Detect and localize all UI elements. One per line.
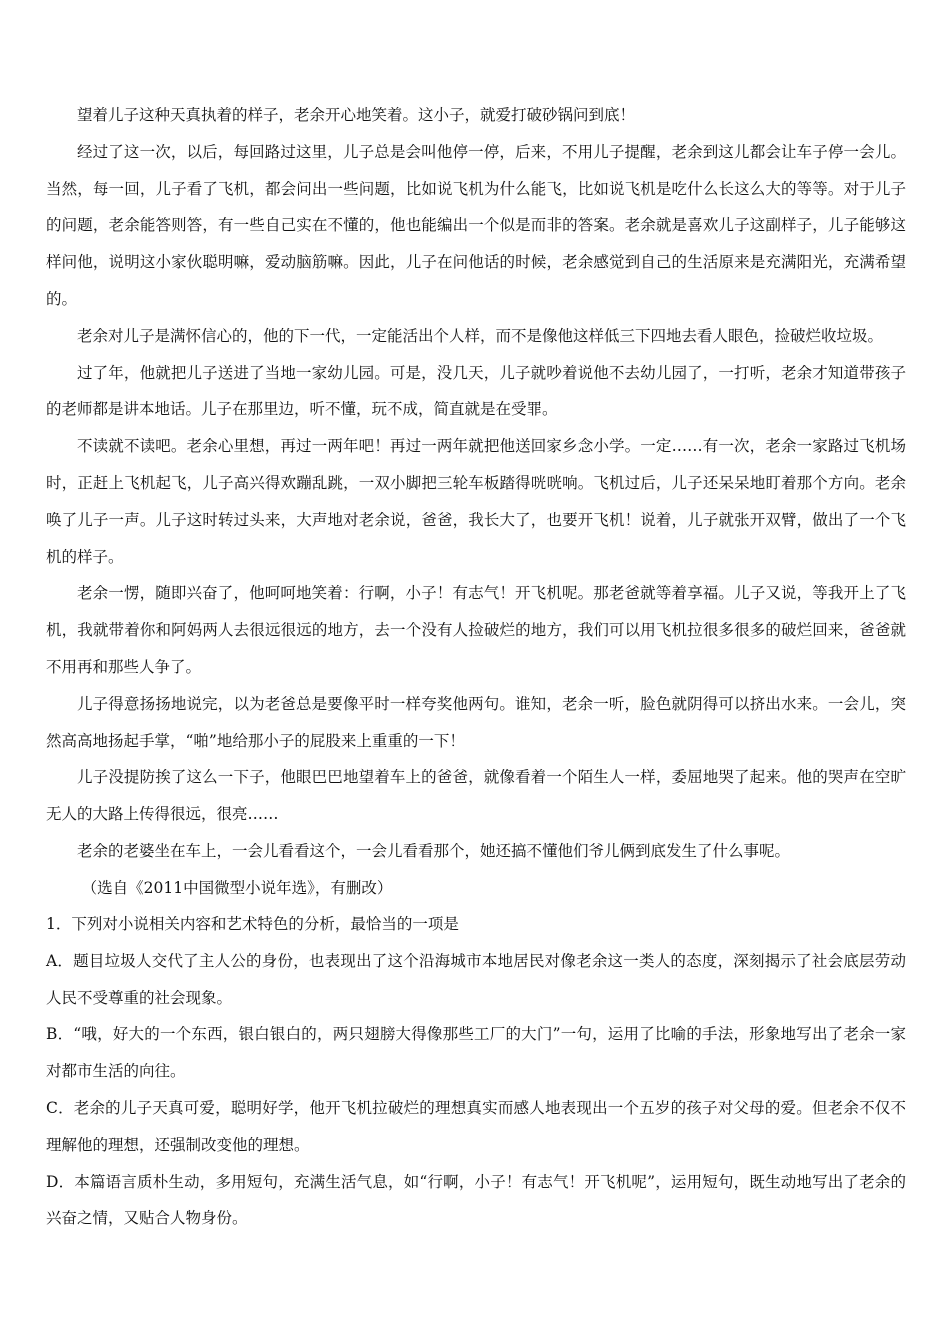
question-stem: 1．下列对小说相关内容和艺术特色的分析，最恰当的一项是 (46, 915, 459, 933)
option-c: C．老余的儿子天真可爱，聪明好学，他开飞机拉破烂的理想真实而感人地表现出一个五岁的孩子对父母的爱。但老余不仅不理解他的理想，还强制改变他的理想。 (46, 1098, 906, 1154)
story-paragraph: 不读就不读吧。老余心里想，再过一两年吧！再过一两年就把他送回家乡念小学。一定……有一次，老余一家路过飞机场时，正赶上飞机起飞，儿子高兴得欢蹦乱跳，一双小脚把三轮车板踏得咣咣响。飞机过后，儿子还呆呆地盯着那个方向。老余唤了儿子一声。儿子这时转过头来，大声地对老余说，爸爸，我长大了，也要开飞机！说着，儿子就张开双臂，做出了一个飞机的样子。 (46, 437, 906, 566)
story-paragraph: 老余对儿子是满怀信心的，他的下一代，一定能活出个人样，而不是像他这样低三下四地去看人眼色，捡破烂收垃圾。 (77, 326, 884, 345)
story-paragraph: 儿子得意扬扬地说完，以为老爸总是要像平时一样夸奖他两句。谁知，老余一听，脸色就阴得可以挤出水来。一会儿，突然高高地扬起手掌，“啪”地给那小子的屁股来上重重的一下！ (46, 694, 906, 750)
story-paragraph: 老余一愣，随即兴奋了，他呵呵地笑着：行啊，小子！有志气！开飞机呢。那老爸就等着享福。儿子又说，等我开上了飞机，我就带着你和阿妈两人去很远很远的地方，去一个没有人捡破烂的地方，我们可以用飞机拉很多很多的破烂回来，爸爸就不用再和那些人争了。 (46, 584, 906, 676)
question-section (46, 906, 906, 1237)
source-citation: （选自《2011中国微型小说年选》，有删改） (81, 878, 393, 897)
story-paragraph: 过了年，他就把儿子送进了当地一家幼儿园。可是，没几天，儿子就吵着说他不去幼儿园了，一打听，老余才知道带孩子的老师都是讲本地话。儿子在那里边，听不懂，玩不成，简直就是在受罪。 (46, 363, 906, 419)
story-paragraph: 望着儿子这种天真执着的样子，老余开心地笑着。这小子，就爱打破砂锅问到底！ (77, 106, 636, 124)
story-paragraph: 老余的老婆坐在车上，一会儿看看这个，一会儿看看那个，她还搞不懂他们爷儿俩到底发生了什么事呢。 (77, 841, 791, 860)
option-b: B．“哦，好大的一个东西，银白银白的，两只翅膀大得像那些工厂的大门”一句，运用了比喻的手法，形象地写出了老余一家对都市生活的向往。 (46, 1025, 906, 1081)
option-a: A．题目垃圾人交代了主人公的身份，也表现出了这个沿海城市本地居民对像老余这一类人的态度，深刻揭示了社会底层劳动人民不受尊重的社会现象。 (46, 951, 906, 1007)
story-paragraph: 儿子没提防挨了这么一下子，他眼巴巴地望着车上的爸爸，就像看着一个陌生人一样，委屈地哭了起来。他的哭声在空旷无人的大路上传得很远，很亮…… (46, 768, 906, 824)
story-paragraph: 经过了这一次，以后，每回路过这里，儿子总是会叫他停一停，后来，不用儿子提醒，老余到这儿都会让车子停一会儿。当然，每一回，儿子看了飞机，都会问出一些问题，比如说飞机为什么能飞，比如说飞机是吃什么长这么大的等等。对于儿子的问题，老余能答则答，有一些自己实在不懂的，他也能编出一个似是而非的答案。老余就是喜欢儿子这副样子，儿子能够这样问他，说明这小家伙聪明嘛，爱动脑筋嘛。因此，儿子在问他话的时候，老余感觉到自己的生活原来是充满阳光，充满希望的。 (46, 142, 906, 308)
story-text (46, 97, 906, 907)
option-d: D．本篇语言质朴生动，多用短句，充满生活气息，如“行啊，小子！有志气！开飞机呢”，运用短句，既生动地写出了老余的兴奋之情，又贴合人物身份。 (46, 1172, 906, 1228)
